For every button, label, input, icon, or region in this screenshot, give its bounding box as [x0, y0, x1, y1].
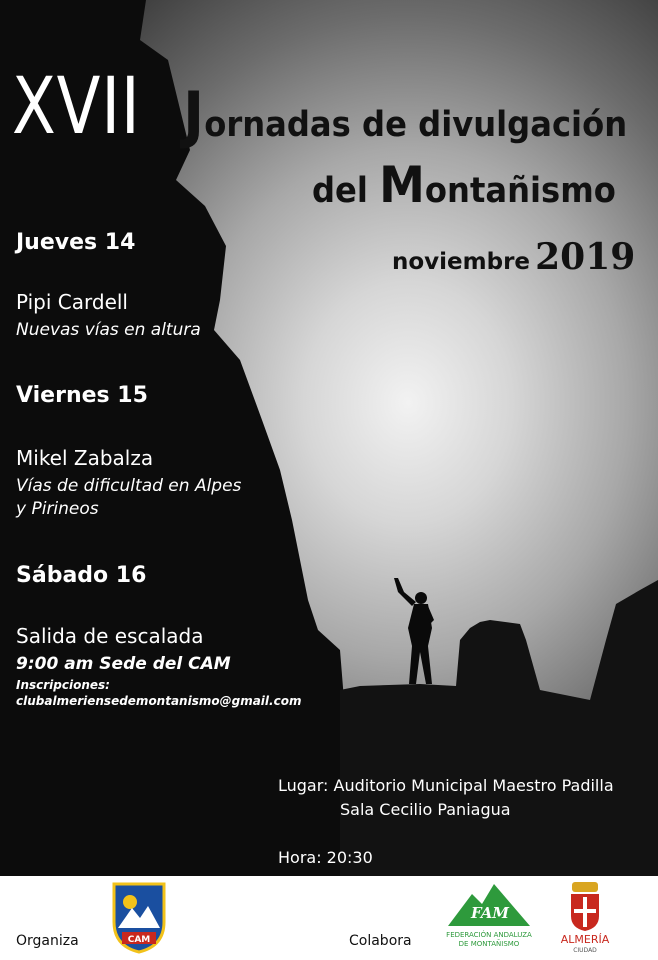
organiza-label: Organiza — [16, 933, 79, 949]
day-1-talk: Nuevas vías en altura — [16, 320, 201, 340]
svg-text:FAM: FAM — [470, 904, 510, 922]
cam-logo — [110, 882, 168, 954]
event-time: Hora: 20:30 — [278, 848, 373, 867]
day-2-talk-line-2: y Pirineos — [16, 499, 99, 519]
day-1-heading: Jueves 14 — [16, 230, 136, 255]
day-2-heading: Viernes 15 — [16, 383, 148, 408]
almeria-caption: ALMERÍA CIUDAD — [560, 933, 610, 954]
day-3-activity: Salida de escalada — [16, 624, 204, 648]
svg-text:CAM: CAM — [127, 935, 151, 945]
day-2-speaker: Mikel Zabalza — [16, 446, 154, 470]
edition-numeral: XVII — [12, 62, 141, 152]
colabora-label: Colabora — [349, 933, 412, 949]
title-line-1: Jornadas de divulgación — [183, 78, 628, 151]
inscriptions-label: Inscripciones: — [16, 678, 110, 692]
day-3-heading: Sábado 16 — [16, 563, 147, 588]
venue-line-2: Sala Cecilio Paniagua — [340, 800, 511, 819]
day-3-time-place: 9:00 am Sede del CAM — [16, 654, 231, 674]
day-1-speaker: Pipi Cardell — [16, 290, 128, 314]
inscriptions-email[interactable]: clubalmeriensedemontanismo@gmail.com — [16, 694, 302, 708]
event-date: noviembre 2019 — [392, 236, 636, 278]
venue-line-1: Lugar: Auditorio Municipal Maestro Padilla — [278, 776, 614, 795]
almeria-crest — [568, 880, 602, 932]
climber-figure — [394, 578, 434, 684]
day-2-talk-line-1: Vías de dificultad en Alpes — [16, 476, 242, 496]
title-line-2: del Montañismo — [312, 156, 616, 214]
footer — [0, 876, 658, 960]
fam-caption: FEDERACIÓN ANDALUZA DE MONTAÑISMO — [446, 931, 532, 948]
fam-logo — [446, 880, 532, 930]
